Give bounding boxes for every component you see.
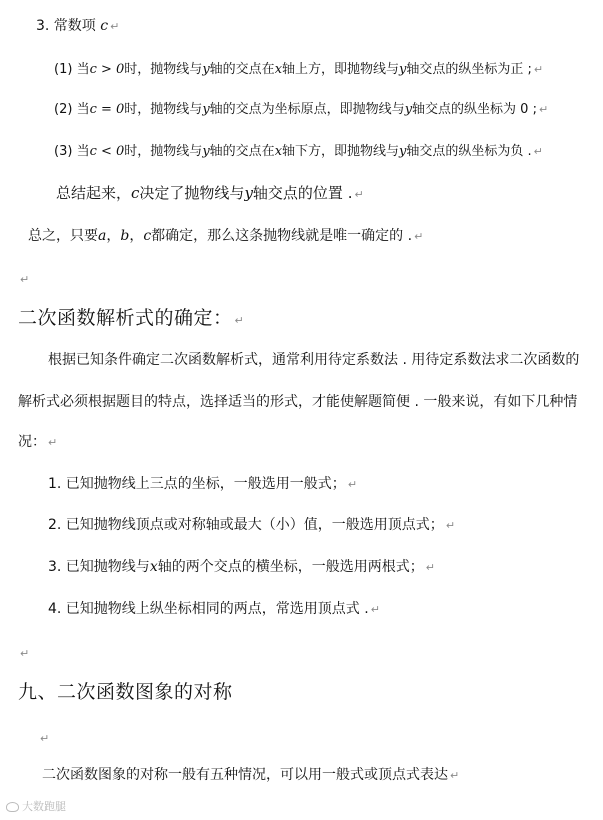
var-y: y [202, 144, 210, 159]
paragraph-mark: ↵ [533, 63, 544, 76]
paragraph-mark: ↵ [450, 769, 460, 782]
var-c: c [143, 228, 152, 244]
paragraph-mark: ↵ [538, 103, 549, 116]
var-x: x [149, 559, 158, 575]
paragraph-mark: ↵ [234, 314, 245, 327]
text: 解析式必须根据题目的特点，选择适当的形式，才能使解题简便 . 一般来说，有如下几种情 [18, 394, 578, 410]
text: 2. 已知抛物线顶点或对称轴或最大（小）值，一般选用顶点式； [48, 517, 444, 533]
method-3 [48, 559, 435, 576]
text: 况： [18, 434, 46, 450]
var-x: x [274, 144, 283, 159]
paragraph-mark: ↵ [20, 647, 30, 660]
var-y: y [404, 102, 413, 117]
heading-symmetry [18, 681, 233, 704]
text: 轴的交点在 [209, 144, 275, 159]
text: 当 [76, 102, 90, 117]
watermark-text: 大数跑腿 [22, 800, 66, 813]
text: 当 [76, 62, 90, 77]
case-1 [54, 62, 543, 78]
paragraph-mark: ↵ [40, 732, 50, 745]
watermark [6, 798, 66, 814]
paragraph-mark: ↵ [445, 519, 456, 532]
text: 轴上方，即抛物线与 [282, 62, 400, 77]
method-4 [48, 601, 380, 618]
text: 轴的交点为坐标原点，即抛物线与 [209, 102, 405, 117]
var-b: b [120, 228, 130, 244]
text: 总之，只要 [28, 228, 98, 244]
heading-text: 二次函数解析式的确定： [18, 307, 233, 329]
section-3-label: 3. 常数项 [36, 18, 96, 34]
var-y: y [399, 62, 407, 77]
case-number: (1) [54, 62, 73, 77]
text: 二次函数图象的对称一般有五种情况，可以用一般式或顶点式表达 [42, 767, 448, 783]
paragraph-mark: ↵ [370, 603, 380, 616]
text: 根据已知条件确定二次函数解析式，通常利用待定系数法 . 用待定系数法求二次函数的 [48, 352, 580, 368]
text: 4. 已知抛物线上纵坐标相同的两点，常选用顶点式 . [48, 601, 369, 617]
separator: ， [129, 228, 144, 244]
var-a: a [98, 228, 107, 244]
var-c: c [100, 18, 109, 34]
method-1 [48, 476, 357, 493]
text: 轴的交点在 [209, 62, 275, 77]
text: 当 [76, 144, 90, 159]
paragraph-mark: ↵ [414, 230, 424, 243]
var-y: y [244, 184, 253, 202]
var-c: c [131, 184, 140, 202]
method-2 [48, 517, 455, 534]
text: 都确定，那么这条抛物线就是唯一确定的 . [151, 228, 413, 244]
paragraph-line-1 [48, 352, 579, 369]
var-y: y [202, 62, 210, 77]
case-2 [54, 102, 548, 118]
empty-paragraph [38, 727, 49, 746]
paragraph-mark: ↵ [425, 561, 435, 574]
case-number: (3) [54, 144, 73, 159]
case-3 [54, 144, 543, 160]
symmetry-paragraph [42, 767, 459, 784]
case-number: (2) [54, 102, 73, 117]
paragraph-line-3 [18, 434, 57, 451]
text: 决定了抛物线与 [139, 184, 245, 202]
var-y: y [202, 102, 210, 117]
heading-text: 九、二次函数图象的对称 [18, 681, 233, 703]
empty-paragraph [18, 642, 29, 661]
paragraph-mark: ↵ [48, 436, 58, 449]
section-3-title [36, 18, 119, 35]
text: 时，抛物线与 [124, 102, 203, 117]
text: 时，抛物线与 [124, 62, 203, 77]
paragraph-mark: ↵ [354, 188, 364, 201]
text: 轴交点的纵坐标为负 . [406, 144, 532, 159]
var-y: y [399, 144, 407, 159]
text: 时，抛物线与 [124, 144, 203, 159]
separator: ， [106, 228, 121, 244]
heading-determination [18, 307, 244, 330]
text: 轴交点的纵坐标为 0 ; [412, 102, 537, 117]
paragraph-mark: ↵ [20, 273, 30, 286]
paragraph-line-2 [18, 394, 577, 411]
conclusion [28, 228, 423, 245]
paragraph-mark: ↵ [347, 478, 358, 491]
paragraph-mark: ↵ [110, 20, 120, 33]
text: 1. 已知抛物线上三点的坐标，一般选用一般式； [48, 476, 346, 492]
var-x: x [274, 62, 283, 77]
text: 3. 已知抛物线与 [48, 559, 150, 575]
text: 轴交点的位置 . [252, 184, 353, 202]
text: 总结起来， [56, 184, 132, 202]
condition: c = 0 [89, 102, 125, 117]
text: 轴的两个交点的横坐标，一般选用两根式； [157, 559, 424, 575]
text: 轴交点的纵坐标为正 ; [406, 62, 532, 77]
text: 轴下方，即抛物线与 [282, 144, 400, 159]
condition: c < 0 [89, 144, 125, 159]
summary [56, 184, 364, 202]
weibo-icon [6, 802, 19, 812]
paragraph-mark: ↵ [533, 145, 543, 158]
empty-paragraph [18, 268, 29, 287]
condition: c > 0 [89, 62, 125, 77]
